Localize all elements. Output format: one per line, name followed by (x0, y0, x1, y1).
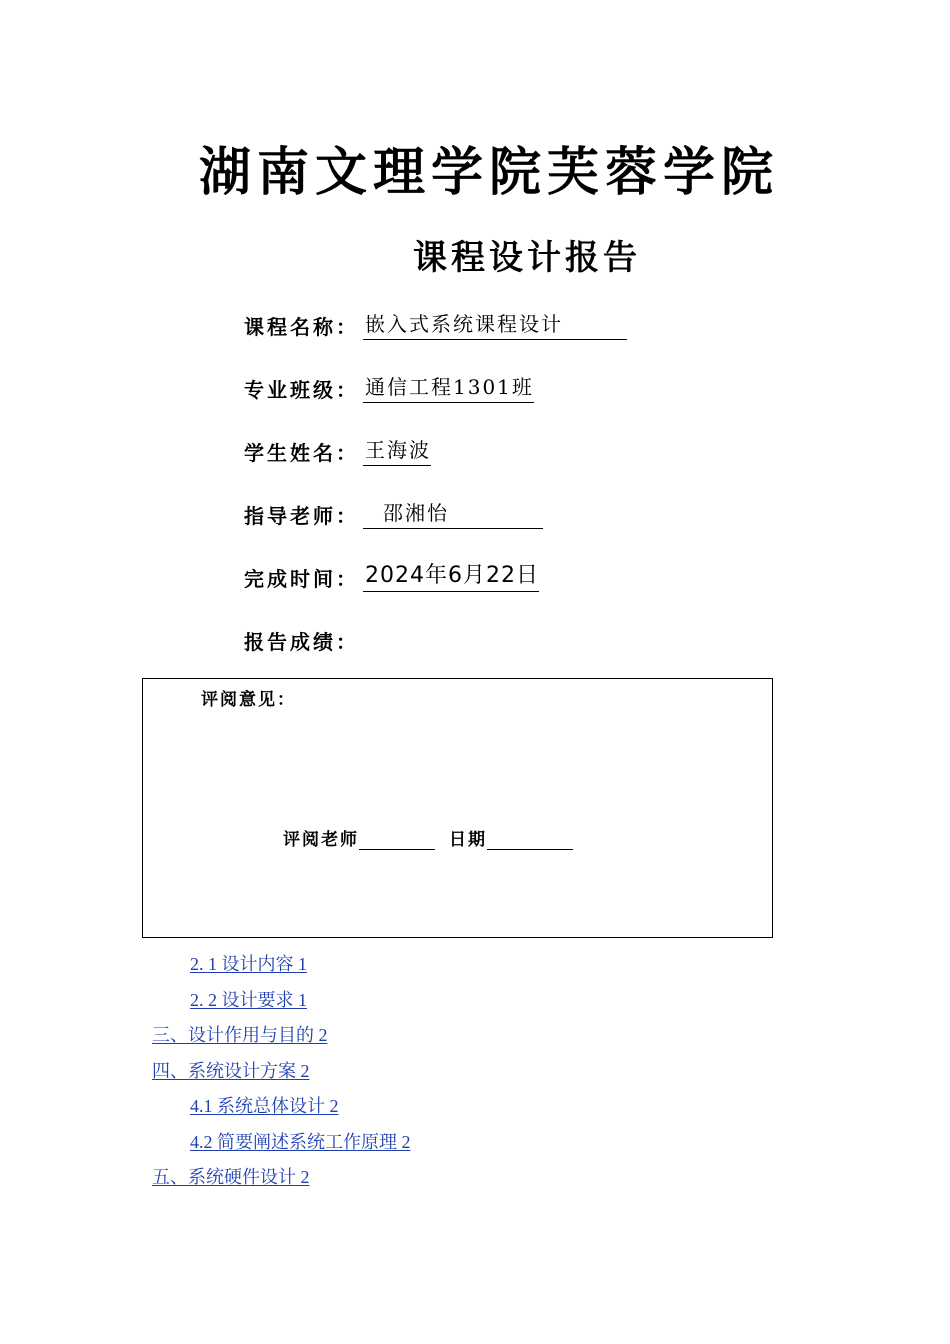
toc-link-section-4[interactable]: 四、系统设计方案 2 (152, 1061, 310, 1081)
course-name-label: 课程名称： (244, 315, 359, 339)
review-teacher-blank (359, 831, 435, 850)
review-box (142, 678, 773, 938)
class-label: 专业班级： (244, 378, 359, 402)
advisor-value: 邵湘怡 (363, 497, 543, 529)
toc-link-section-3[interactable]: 三、设计作用与目的 2 (152, 1025, 328, 1045)
toc-link-2-2[interactable]: 2. 2 设计要求 1 (190, 990, 307, 1010)
student-name-value: 王海波 (363, 434, 431, 466)
toc-link-2-1[interactable]: 2. 1 设计内容 1 (190, 954, 307, 974)
report-subtitle: 课程设计报告 (413, 238, 641, 278)
class-value: 通信工程1301班 (363, 371, 534, 403)
report-score-field (244, 621, 359, 655)
review-label: 评阅意见： (201, 690, 296, 710)
course-name-value: 嵌入式系统课程设计 (363, 308, 627, 340)
completion-time-label: 完成时间： (244, 567, 359, 591)
review-teacher-label: 评阅老师 (283, 830, 359, 850)
advisor-field (244, 495, 543, 529)
review-date-blank (487, 831, 573, 850)
student-name-field (244, 432, 431, 466)
page-title: 湖南文理学院芙蓉学院 (198, 142, 779, 203)
class-field (244, 369, 534, 403)
completion-time-field (244, 558, 539, 592)
completion-time-value: 2024年6月22日 (363, 558, 539, 592)
review-sign-row (283, 825, 573, 850)
review-date-label: 日期 (449, 830, 487, 850)
toc-link-section-5[interactable]: 五、系统硬件设计 2 (152, 1167, 310, 1187)
advisor-label: 指导老师： (244, 504, 359, 528)
toc-link-4-2[interactable]: 4.2 简要阐述系统工作原理 2 (190, 1132, 411, 1152)
course-name-field (244, 306, 627, 340)
student-name-label: 学生姓名： (244, 441, 359, 465)
toc-link-4-1[interactable]: 4.1 系统总体设计 2 (190, 1096, 339, 1116)
report-score-label: 报告成绩： (244, 630, 359, 654)
